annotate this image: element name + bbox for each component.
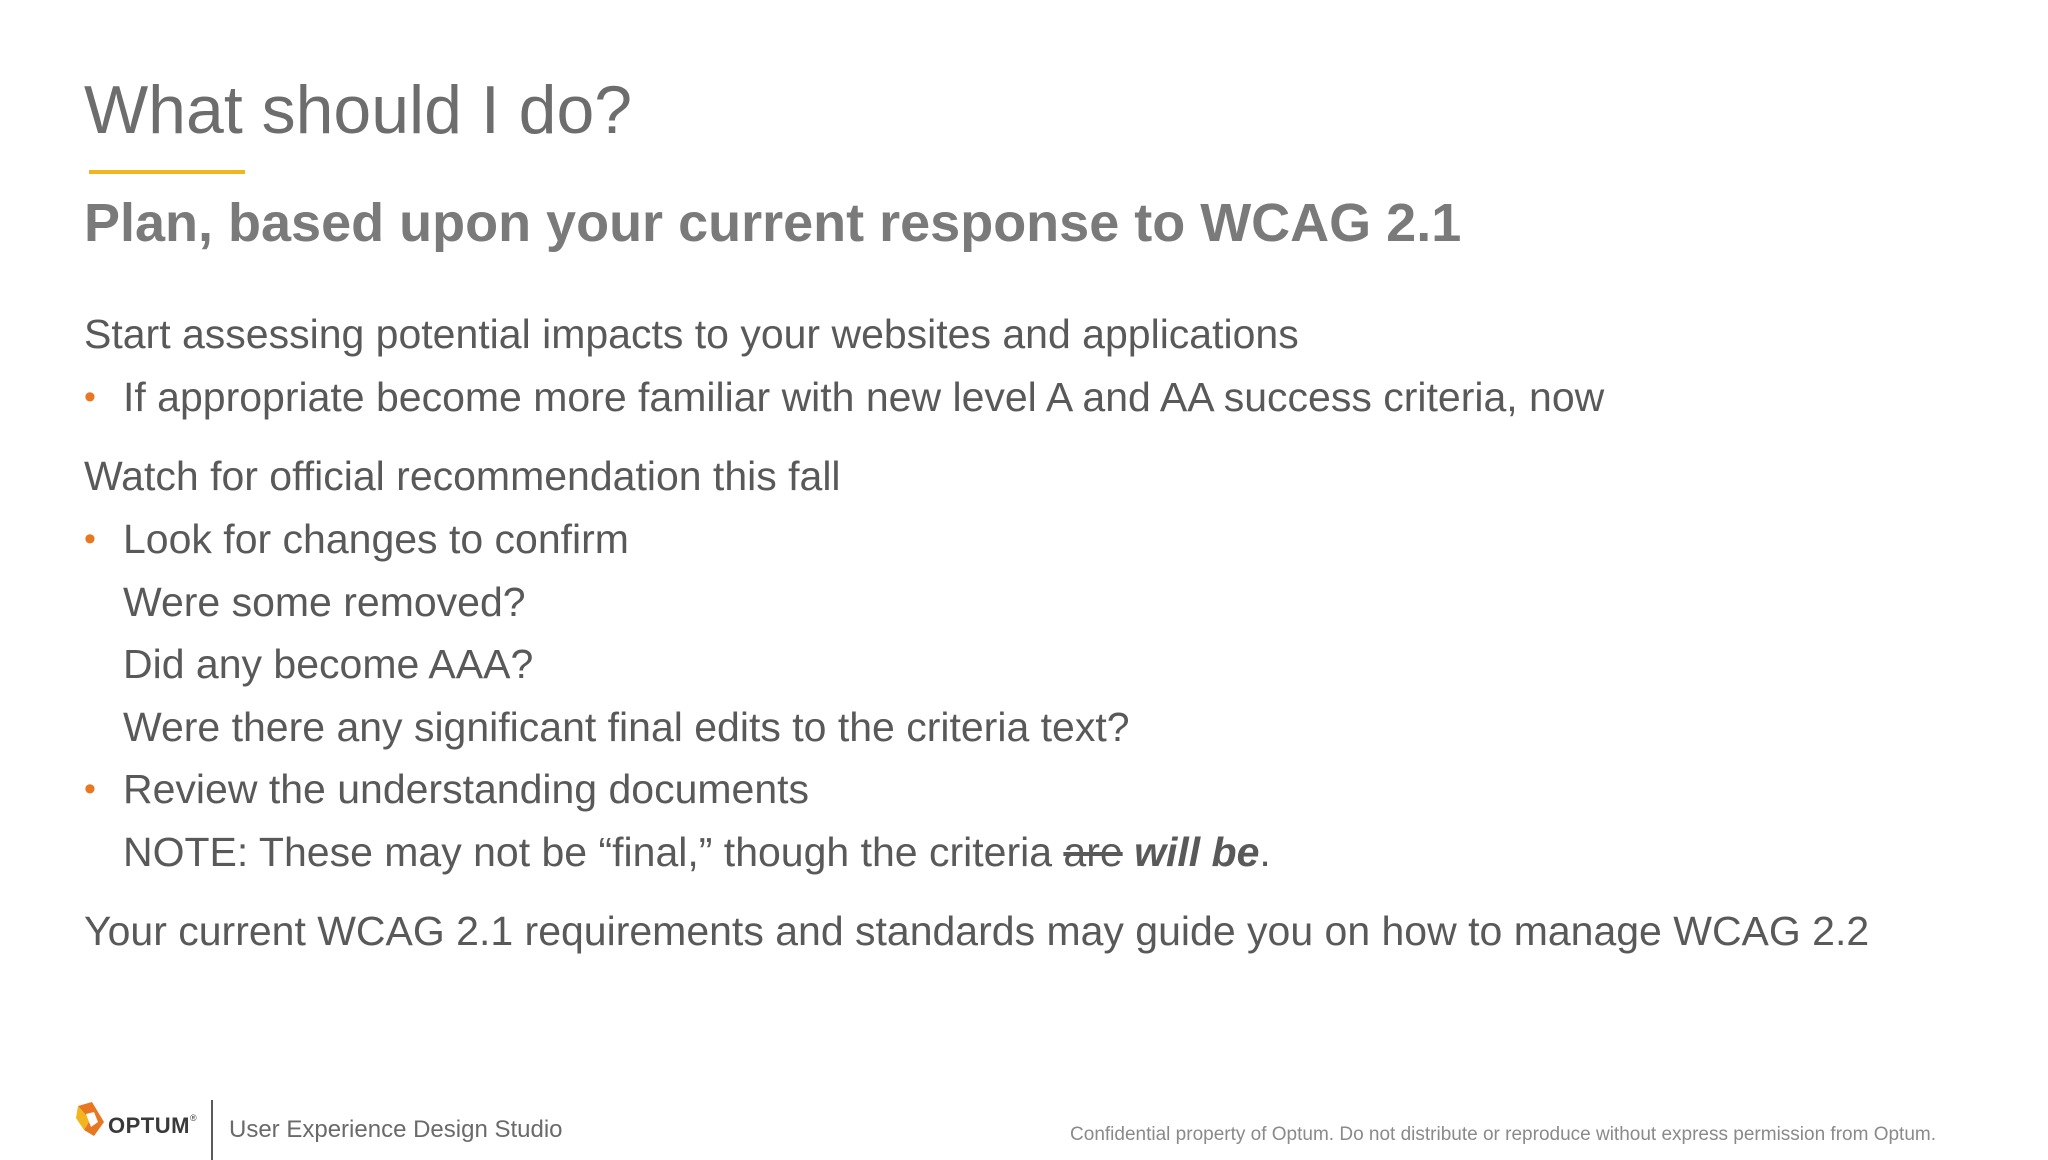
slide-title: What should I do? — [84, 72, 633, 148]
optum-logo — [74, 1100, 202, 1144]
bullet-look-for-changes: Look for changes to confirm — [123, 516, 629, 562]
sub-item-final-edits: Were there any significant final edits to the criteria text? — [123, 704, 1130, 750]
title-underline — [89, 170, 245, 174]
section-heading-watch: Watch for official recommendation this fall — [84, 453, 841, 499]
footer-divider — [211, 1100, 213, 1160]
note-line — [123, 827, 1271, 877]
bullet-dot: • — [84, 770, 96, 808]
note-emphasis: will be — [1134, 829, 1260, 875]
note-suffix: . — [1259, 829, 1271, 875]
bullet-dot: • — [84, 520, 96, 558]
bullet-review-documents: Review the understanding documents — [123, 766, 810, 812]
sub-item-removed: Were some removed? — [123, 579, 526, 625]
optum-wordmark: OPTUM® — [108, 1113, 198, 1138]
note-struck-word: are — [1063, 829, 1123, 875]
section-heading-current-requirements: Your current WCAG 2.1 requirements and standards may guide you on how to manage WCAG 2.2 — [84, 908, 1870, 954]
section-heading-assess: Start assessing potential impacts to your websites and applications — [84, 311, 1299, 357]
bullet-dot: • — [84, 378, 96, 416]
slide-subtitle: Plan, based upon your current response to WCAG 2.1 — [84, 193, 1462, 253]
bullet-familiar: If appropriate become more familiar with new level A and AA success criteria, now — [123, 374, 1605, 420]
sub-item-aaa: Did any become AAA? — [123, 641, 534, 687]
footer-studio-name: User Experience Design Studio — [229, 1116, 563, 1143]
optum-logo-icon — [74, 1100, 108, 1140]
note-prefix: NOTE: These may not be “final,” though the criteria — [123, 829, 1064, 875]
footer-confidential-notice: Confidential property of Optum. Do not distribute or reproduce without express permission from Optum. — [1070, 1124, 1936, 1145]
